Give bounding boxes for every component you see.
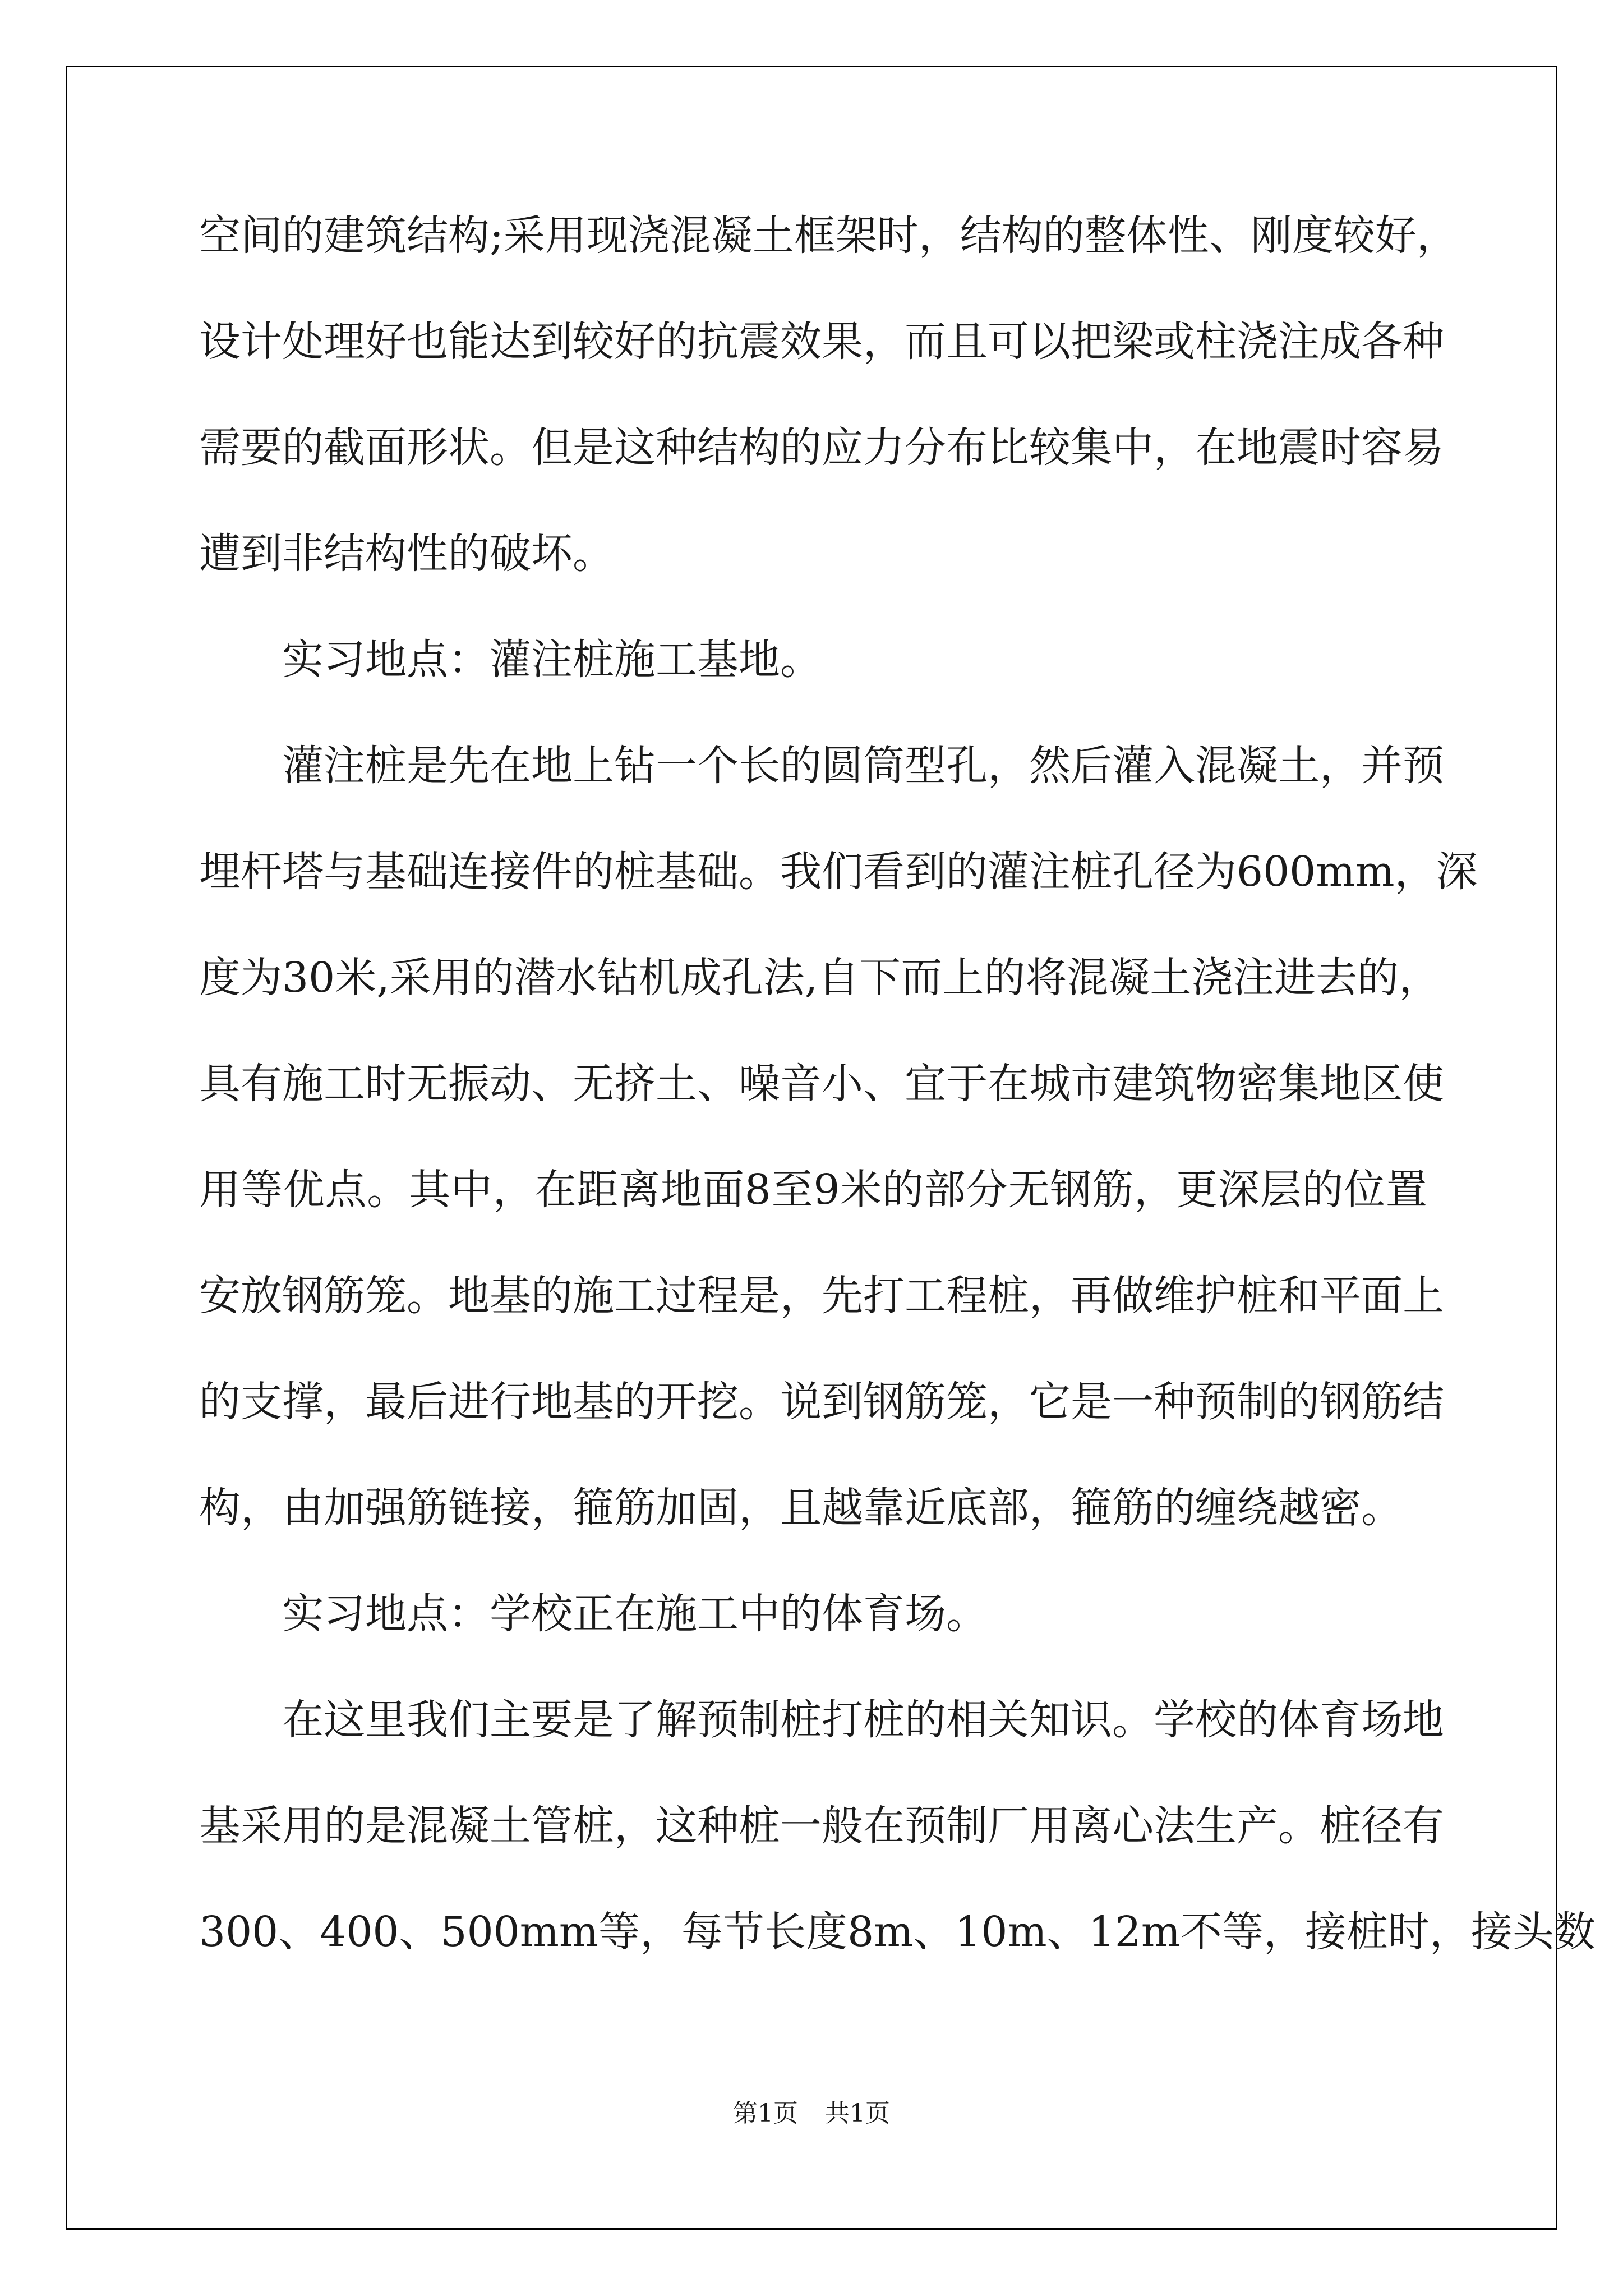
text-line: 遭到非结构性的破坏。 bbox=[199, 530, 614, 578]
text-line: 构，由加强筋链接，箍筋加固，且越靠近底部，箍筋的缠绕越密。 bbox=[199, 1484, 1403, 1532]
text-line: 安放钢筋笼。地基的施工过程是，先打工程桩，再做维护桩和平面上 bbox=[199, 1272, 1444, 1320]
text-line: 设计处理好也能达到较好的抗震效果，而且可以把梁或柱浇注成各种 bbox=[199, 318, 1444, 366]
text-line: 埋杆塔与基础连接件的桩基础。我们看到的灌注桩孔径为600mm，深 bbox=[199, 848, 1478, 896]
text-line: 需要的截面形状。但是这种结构的应力分布比较集中，在地震时容易 bbox=[199, 424, 1444, 472]
text-line: 灌注桩是先在地上钻一个长的圆筒型孔，然后灌入混凝土，并预 bbox=[282, 742, 1444, 790]
page-footer bbox=[0, 2097, 1623, 2131]
section-heading: 实习地点：灌注桩施工基地。 bbox=[282, 636, 822, 684]
text-line: 度为30米,采用的潜水钻机成孔法,自下而上的将混凝土浇注进去的， bbox=[199, 954, 1441, 1002]
text-line: 空间的建筑结构;采用现浇混凝土框架时，结构的整体性、刚度较好， bbox=[199, 211, 1458, 260]
text-line: 用等优点。其中，在距离地面8至9米的部分无钢筋，更深层的位置 bbox=[199, 1166, 1427, 1214]
text-line: 300、400、500mm等，每节长度8m、10m、12m不等，接桩时，接头数 bbox=[199, 1908, 1596, 1956]
section-heading: 实习地点：学校正在施工中的体育场。 bbox=[282, 1590, 988, 1638]
text-line: 基采用的是混凝土管桩，这种桩一般在预制厂用离心法生产。桩径有 bbox=[199, 1802, 1444, 1850]
text-line: 具有施工时无振动、无挤土、噪音小、宜于在城市建筑物密集地区使 bbox=[199, 1060, 1444, 1108]
page-total: 共1页 bbox=[825, 2099, 890, 2128]
text-line: 在这里我们主要是了解预制桩打桩的相关知识。学校的体育场地 bbox=[282, 1696, 1444, 1744]
text-line: 的支撑，最后进行地基的开挖。说到钢筋笼，它是一种预制的钢筋结 bbox=[199, 1378, 1444, 1426]
page-number: 第1页 bbox=[733, 2099, 798, 2128]
